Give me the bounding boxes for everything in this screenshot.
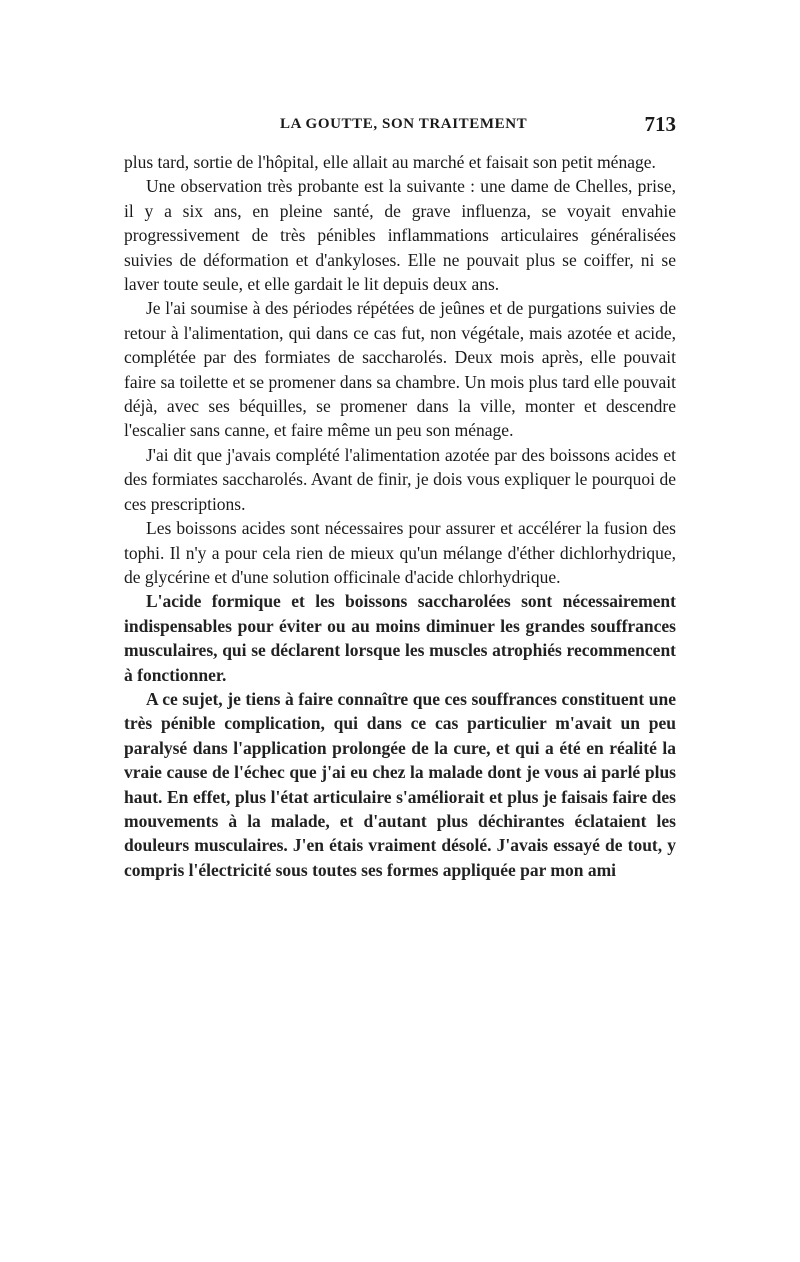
book-page [124, 112, 676, 882]
paragraph: Une observation très probante est la suivante : une dame de Chelles, prise, il y a six ans, en pleine santé, de grave influenza, se voyait envahie progressivement de très pénibles inflammations articulaires généralisées suivies de déformation et d'ankyloses. Elle ne pouvait plus se coiffer, ni se laver toute seule, et elle gardait le lit depuis deux ans. [124, 176, 676, 295]
paragraph: L'acide formique et les boissons saccharolées sont nécessairement indispensables pour éviter ou au moins diminuer les grandes souffrances musculaires, qui se déclarent lorsque les muscles atrophiés recommencent à fonctionner. [124, 591, 676, 685]
running-title: LA GOUTTE, SON TRAITEMENT [280, 116, 528, 132]
paragraph: plus tard, sortie de l'hôpital, elle allait au marché et faisait son petit ménage. [124, 152, 656, 172]
paragraph: Je l'ai soumise à des périodes répétées de jeûnes et de purgations suivies de retour à l'alimentation, qui dans ce cas fut, non végétale, mais azotée et acide, complétée par des formiates de saccharolés. Deux mois après, elle pouvait faire sa toilette et se promener dans sa chambre. Un mois plus tard elle pouvait déjà, avec ses béquilles, se promener dans la ville, monter et descendre l'escalier sans canne, et faire même un peu son ménage. [124, 298, 676, 441]
paragraph: Les boissons acides sont nécessaires pour assurer et accélérer la fusion des tophi. Il n'y a pour cela rien de mieux qu'un mélange d'éther dichlorhydrique, de glycérine et d'une solution officinale d'acide chlorhydrique. [124, 518, 676, 587]
page-header [124, 112, 676, 142]
body-text [124, 150, 676, 882]
paragraph: A ce sujet, je tiens à faire connaître que ces souffrances constituent une très pénible complication, qui dans ce cas particulier m'avait un peu paralysé dans l'application prolongée de la cure, et qui a été en réalité la vraie cause de l'échec que j'ai eu chez la malade dont je vous ai parlé plus haut. En effet, plus l'état articulaire s'améliorait et plus je faisais faire des mouvements à la malade, et d'autant plus déchirantes éclataient les douleurs musculaires. J'en étais vraiment désolé. J'avais essayé de tout, y compris l'électricité sous toutes ses formes appliquée par mon ami [124, 688, 676, 880]
page-number: 713 [644, 112, 676, 136]
paragraph: J'ai dit que j'avais complété l'alimentation azotée par des boissons acides et des formiates saccharolés. Avant de finir, je dois vous expliquer le pourquoi de ces prescriptions. [124, 444, 676, 514]
